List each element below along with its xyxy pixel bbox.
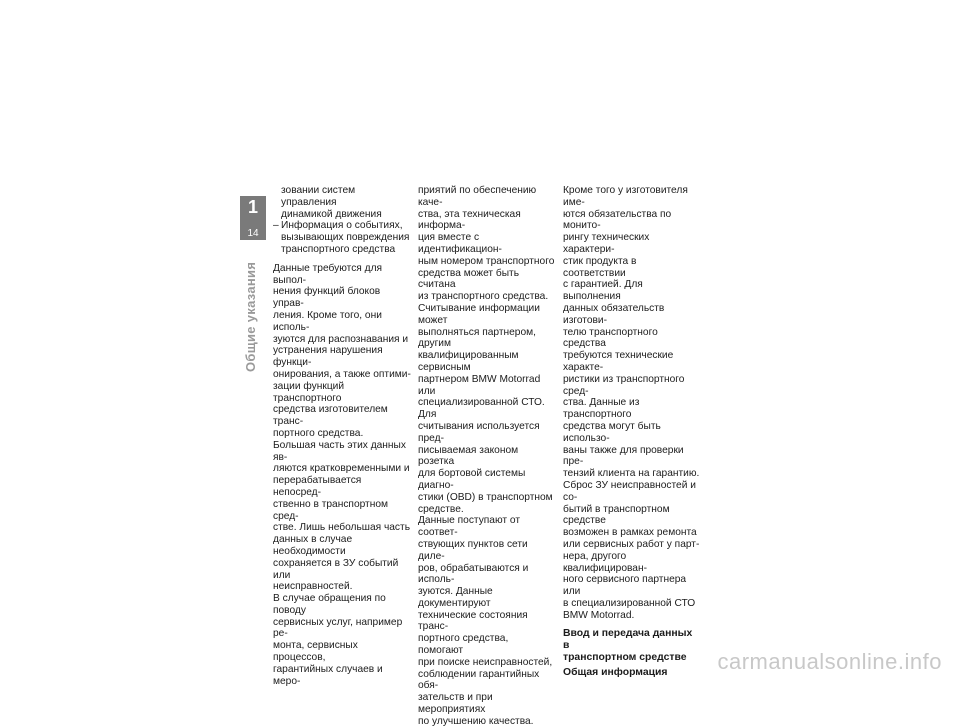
text-line: средства могут быть использо- (563, 420, 661, 444)
text-line: возможен в рамках ремонта (563, 527, 697, 539)
chapter-number: 1 (247, 197, 258, 217)
text-line: партнером BMW Motorrad или (418, 373, 541, 397)
text-line: выполняться партнером, другим (418, 326, 536, 350)
text-line: Большая часть этих данных яв- (273, 439, 406, 463)
text-line: с гарантией. Для выполнения (563, 279, 643, 303)
text-line: или сервисных работ у парт- (563, 538, 700, 550)
list-item (273, 220, 411, 255)
text-line: специализированной СТО. Для (418, 397, 545, 421)
text-line: вызывающих повреждения (281, 232, 410, 244)
text-line: средстве. (418, 503, 464, 515)
text-line: транспортного средства (281, 243, 396, 255)
text-line: зации функций транспортного (273, 380, 345, 404)
text-line: требуются технические характе- (563, 350, 674, 373)
page-number: 14 (240, 228, 266, 240)
watermark-footer: carmanualsonline.info (717, 649, 942, 674)
text-line: стве. Лишь небольшая часть (273, 522, 411, 534)
text-line: по улучшению качества. (418, 715, 534, 727)
text-line: технические состояния транс- (418, 609, 528, 633)
text-line: ственно в транспортном сред- (273, 498, 389, 522)
text-line: соблюдении гарантийных обя- (418, 668, 540, 692)
text-line: телю транспортного средства (563, 326, 658, 350)
text-line: Считывание информации может (418, 302, 540, 326)
text-line: из транспортного средства. (418, 291, 549, 303)
text-line: ция вместе с идентификацион- (418, 232, 502, 255)
text-line: ров, обрабатываются и исполь- (418, 562, 529, 586)
text-line: Кроме того у изготовителя име- (563, 185, 688, 208)
text-line: ления. Кроме того, они исполь- (273, 309, 382, 333)
text-line: BMW Motorrad. (563, 609, 635, 621)
text-line: тензий клиента на гарантию. (563, 468, 700, 480)
text-line: нения функций блоков управ- (273, 286, 381, 310)
text-line: средства может быть считана (418, 267, 520, 291)
text-line: для бортовой системы диагно- (418, 468, 526, 491)
text-line: динамикой движения (281, 208, 382, 220)
text-line: средства изготовителем транс- (273, 404, 388, 428)
subsection-heading: Общая информация (563, 667, 668, 679)
text-line: монта, сервисных процессов, (273, 640, 358, 664)
text-line: при поиске неисправностей, (418, 656, 553, 668)
text-line: сервисных услуг, например ре- (273, 616, 403, 640)
text-line: ются обязательства по монито- (563, 208, 672, 232)
text-line: данных обязательств изготови- (563, 302, 665, 326)
text-line: в специализированной СТО (563, 597, 696, 609)
text-line: писываемая законом розетка (418, 444, 519, 468)
text-line: рингу технических характери- (563, 232, 650, 255)
text-line: Сброс ЗУ неисправностей и со- (563, 479, 696, 503)
text-line: ства, эта техническая информа- (418, 208, 521, 232)
text-line: приятий по обеспечению каче- (418, 185, 537, 208)
text-column-3 (563, 185, 701, 679)
text-line: В случае обращения по поводу (273, 593, 386, 616)
text-line: ристики из транспортного сред- (563, 373, 685, 397)
text-line: Информация о событиях, (281, 220, 403, 232)
text-line: квалифицированным сервисным (418, 350, 519, 373)
list-dash: – (273, 220, 279, 232)
text-line: считывания используется пред- (418, 420, 540, 444)
text-line: ствующих пунктов сети диле- (418, 538, 528, 562)
text-line: стики (OBD) в транспортном (418, 491, 553, 503)
text-line: ляются кратковременными и (273, 463, 410, 475)
heading-line: Ввод и передача данных в (563, 628, 693, 652)
text-line: устранения нарушения функци- (273, 345, 383, 369)
text-line: стик продукта в соответствии (563, 255, 637, 279)
text-line: Данные требуются для выпол- (273, 262, 383, 286)
text-line: зуются. Данные документируют (418, 586, 493, 609)
text-line: зуются для распознавания и (273, 333, 409, 345)
text-column-2 (418, 185, 556, 728)
paragraph (418, 185, 556, 728)
text-line: неисправностей. (273, 581, 353, 593)
text-line: ваны также для проверки пре- (563, 444, 684, 468)
paragraph (273, 263, 411, 688)
text-line: бытий в транспортном средстве (563, 503, 670, 527)
text-line: портного средства, помогают (418, 633, 509, 657)
text-line: онирования, а также оптими- (273, 368, 411, 380)
text-line: сохраняется в ЗУ событий или (273, 557, 399, 581)
text-line: Данные поступают от соответ- (418, 515, 520, 539)
text-line: зательств и при мероприятиях (418, 692, 493, 716)
text-line: ным номером транспортного (418, 255, 555, 267)
text-line: ства. Данные из транспортного (563, 397, 640, 421)
heading-line: транспортном средстве (563, 652, 687, 664)
text-line: данных в случае необходимости (273, 534, 353, 557)
text-line: перерабатывается непосред- (273, 475, 362, 498)
chapter-side-title: Общие указания (243, 261, 258, 372)
text-line: гарантийных случаев и меро- (273, 663, 383, 687)
text-line: зовании систем управления (281, 185, 356, 208)
text-line: портного средства. (273, 427, 364, 439)
text-column-1 (273, 185, 411, 687)
text-line: нера, другого квалифицирован- (563, 550, 647, 574)
paragraph (563, 185, 701, 621)
text-line: ного сервисного партнера или (563, 574, 687, 598)
section-heading (563, 628, 701, 664)
